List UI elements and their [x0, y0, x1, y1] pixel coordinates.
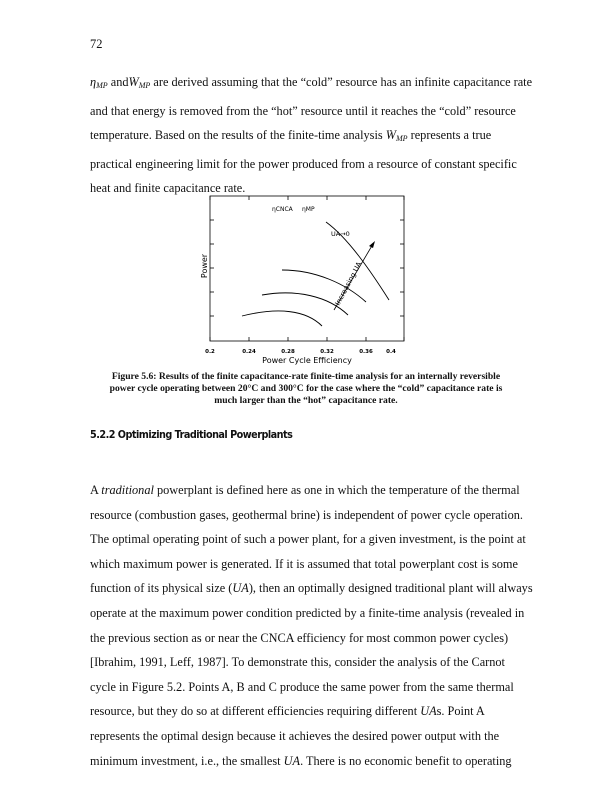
w-dot-symbol: · W — [129, 75, 139, 89]
body-line-1-rest: powerplant is defined here as one in which the temperature of the thermal — [156, 483, 520, 497]
curve-4 — [242, 311, 322, 326]
ua-italic: UA — [420, 704, 437, 719]
body-line-12-end: . There is no economic benefit to operating — [300, 753, 512, 768]
body-line-5-start: function of its physical size ( — [90, 581, 233, 596]
eta-cnca-label: ηCNCA — [272, 206, 293, 213]
intro-line-2: and that energy is removed from the “hot” resource until it reaches the “cold” resource — [90, 103, 516, 118]
x-tick-labels — [205, 349, 396, 355]
mp-subscript: MP — [395, 134, 408, 144]
body-line-11: represents the optimal design because it achieves the desired power output with the — [90, 728, 500, 743]
intro-line-3-start: temperature. Based on the results of the finite-time analysis — [90, 128, 383, 143]
page-number: 72 — [90, 37, 103, 51]
increasing-ua-label: Increasing UA — [333, 260, 364, 307]
body-line-8: [Ibrahim, 1991, Leff, 1987]. To demonstrate this, consider the analysis of the Carnot — [90, 655, 505, 670]
body-line-5-end: ), then an optimally designed traditional plant will always — [248, 581, 533, 596]
intro-line-1 — [90, 70, 533, 99]
figure-caption — [82, 371, 530, 407]
axis-ticks — [210, 196, 404, 341]
body-line-10-start: resource, but they do so at different efficiencies requiring different — [90, 704, 418, 719]
and-word: and — [110, 75, 129, 89]
traditional-italic: traditional — [101, 483, 154, 497]
body-line-12 — [90, 749, 530, 774]
eta-symbol: η — [90, 75, 97, 89]
eta-mp-label: ηMP — [302, 206, 315, 213]
intro-line-5: heat and finite capacitance rate. — [90, 181, 246, 196]
ua-italic: UA — [232, 581, 249, 596]
body-line-10-end: s. Point A — [436, 704, 485, 719]
body-line-6: operate at the maximum power condition predicted by a finite-time analysis (revealed in — [90, 605, 525, 620]
x-tick-label: 0.24 — [242, 349, 256, 355]
x-axis-label: Power Cycle Efficiency — [262, 356, 352, 365]
x-tick-label: 0.2 — [205, 349, 215, 355]
body-line-1 — [90, 478, 530, 503]
body-line-3: The optimal operating point of such a power plant, for a given investment, is the point at — [90, 532, 526, 547]
body-line-4: which maximum power is generated. If it is assumed that total powerplant cost is some — [90, 556, 518, 571]
body-paragraph — [90, 478, 533, 773]
body-line-5 — [90, 576, 533, 601]
body-line-2: resource (combustion gases, geothermal brine) is independent of power cycle operation. — [90, 507, 523, 522]
x-tick-label: 0.32 — [320, 349, 334, 355]
body-line-10 — [90, 699, 530, 724]
caption-line-1: Figure 5.6: Results of the finite capacitance-rate finite-time analysis for an internally reversible — [111, 371, 501, 382]
x-tick-label: 0.4 — [386, 349, 396, 355]
w-dot-symbol: · W — [386, 128, 396, 142]
intro-line-4: practical engineering limit for the power produced from a resource of constant specific — [90, 156, 517, 171]
body-line-1-article: A — [90, 483, 99, 497]
arrow-head-icon — [369, 241, 375, 248]
caption-line-2: power cycle operating between 20°C and 300°C for the case where the “cold” capacitance rate is — [109, 383, 503, 394]
mp-subscript: MP — [138, 81, 151, 90]
section-heading: 5.2.2 Optimizing Traditional Powerplants — [90, 428, 293, 441]
plot-frame — [210, 196, 404, 341]
intro-paragraph — [90, 70, 533, 201]
ua-italic: UA — [283, 753, 301, 768]
intro-line-1-text: are derived assuming that the “cold” resource has an infinite capacitance rate — [153, 75, 533, 89]
y-axis-label: Power — [200, 253, 209, 279]
intro-line-3-end: represents a true — [410, 128, 492, 143]
body-line-12-start: minimum investment, i.e., the smallest — [90, 753, 281, 768]
ua-zero-label: UA→0 — [331, 230, 350, 238]
figure-5-6 — [198, 192, 416, 370]
x-tick-label: 0.36 — [359, 349, 373, 355]
intro-line-3 — [90, 123, 530, 152]
figure-plot — [198, 192, 416, 370]
x-tick-label: 0.28 — [281, 349, 295, 355]
mp-subscript: MP — [96, 81, 108, 90]
power-curves — [242, 222, 389, 326]
body-line-9: cycle in Figure 5.2. Points A, B and C produce the same power from the same thermal — [90, 679, 514, 694]
caption-line-3: much larger than the “hot” capacitance rate. — [214, 395, 398, 406]
body-line-7: the previous section as or near the CNCA efficiency for most common power cycles) — [90, 630, 509, 645]
